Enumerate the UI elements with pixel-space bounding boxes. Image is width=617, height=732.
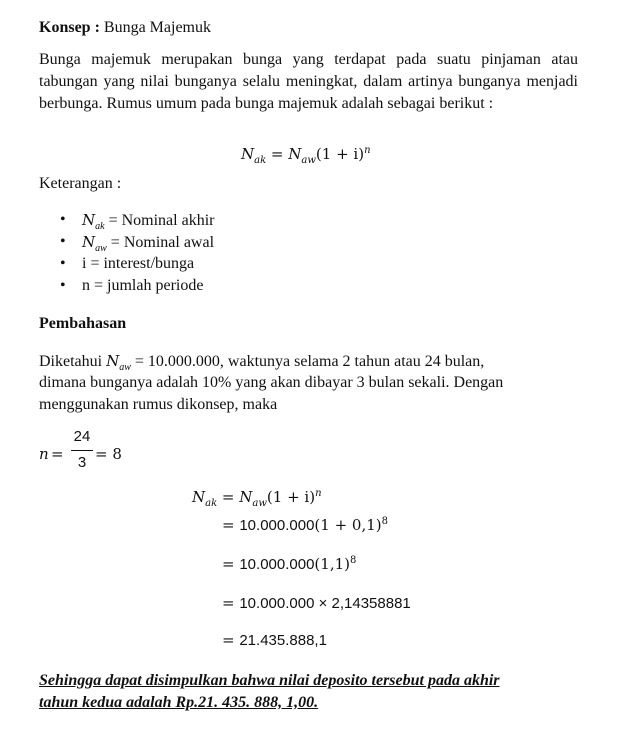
konsep-label: Konsep : — [39, 19, 100, 36]
pembahasan-line-1: Diketahui $N_{aw} = 10.000.000$, waktunya selama 2 tahun atau 24 bulan, — [39, 352, 485, 374]
calc-step-0: $N_{ak} = N_{aw}(1 + i)^n$ — [192, 488, 322, 509]
pembahasan-line-2: dimana bunganya adalah 10% yang akan dibayar 3 bulan sekali. Dengan — [39, 374, 504, 391]
konsep-heading — [39, 17, 578, 39]
pembahasan-title: Pembahasan — [39, 315, 127, 332]
konsep-formula: $N_{ak} = N_{aw}(1 + i)^n$ — [241, 145, 371, 166]
conclusion-line-2: tahun kedua adalah Rp.21. 435. 888, 1,00. — [39, 694, 319, 711]
list-item: • i = interest/bunga — [57, 253, 457, 275]
calc-step-4: = 21.435.888,1 — [222, 631, 327, 649]
keterangan-title: Keterangan : — [39, 175, 122, 192]
pembahasan-line-3: menggunakan rumus dikonsep, maka — [39, 396, 278, 413]
calc-step-1: = $10.000.000(1 + 0,1)^8$ — [222, 516, 389, 534]
document-page: Konsep : Bunga Majemuk Bunga majemuk merupakan bunga yang terdapat pada suatu pinjaman atau tabungan yang nilai bunganya selalu meningkat, dalam artinya bunganya menjadi berbunga. Rumus umum pada bunga majemuk adalah sebagai berikut : $N_{ak} = N_{aw}(1 + i)^n$ Keterangan : • $N_{ak}$ = Nominal akhir • $N_{aw}$ = Nominal awal • i = interest/bunga • n = jumlah periode Pembahasan Diketahui $N_{aw} = 10.000.000$, waktunya selama 2 tahun atau 24 bulan, dimana bunganya adalah 10% yang akan dibayar 3 bulan sekali. Dengan menggunakan rumus dikonsep, maka n = 24 3 = 8 $N_{ak} = N_{aw}(1 + i)^n$ = $10.000.000(1 + 0,1)^8$ = $10.000.000(1,1)^8$ = 10.000.000 × 2,14358881 = 21.435.888,1 Sehingga dapat disimpulkan bahwa nilai deposito tersebut pada akhir tahun kedua adalah Rp.21. 435. 888, 1,00. — [0, 0, 617, 732]
conclusion-line-1: Sehingga dapat disimpulkan bahwa nilai deposito tersebut pada akhir — [39, 672, 500, 689]
konsep-paragraph: Bunga majemuk merupakan bunga yang terdapat pada suatu pinjaman atau tabungan yang nilai bunganya selalu meningkat, dalam artinya bunganya menjadi berbunga. Rumus umum pada bunga majemuk adalah sebagai berikut : — [39, 51, 578, 112]
calc-step-2: = $10.000.000(1,1)^8$ — [222, 555, 357, 573]
keterangan-list — [57, 209, 457, 297]
list-item: • $N_{ak}$ = Nominal akhir — [57, 209, 457, 231]
konsep-topic: Bunga Majemuk — [103, 19, 211, 36]
list-item: • $N_{aw}$ = Nominal awal — [57, 231, 457, 253]
list-item: • n = jumlah periode — [57, 275, 457, 297]
calc-step-3: = 10.000.000 × 2,14358881 — [222, 594, 411, 612]
